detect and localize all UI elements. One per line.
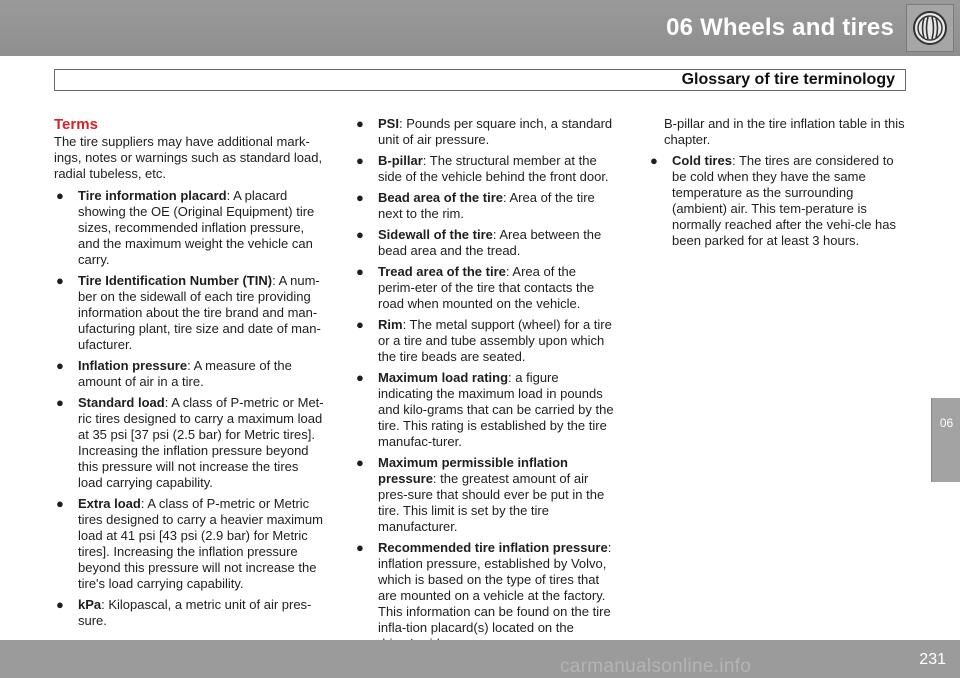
list-item: ● Tire Identification Number (TIN): A num-ber on the sidewall of each tire providing information about the tire brand and man-ufacturing plant, tire size and date of man-ufacturer. [56,273,321,352]
bullet-icon: ● [56,496,64,511]
bullet-icon: ● [56,188,64,203]
bullet-icon: ● [356,370,364,385]
list-item: ● B-pillar: The structural member at the side of the vehicle behind the front door. [356,153,609,184]
list-item: ● Tread area of the tire: Area of the perim-eter of the tire that contacts the road when mounted on the vehicle. [356,264,595,311]
terms-heading: Terms [54,116,98,133]
bullet-icon: ● [56,597,64,612]
chapter-title: 06 Wheels and tires [666,14,894,41]
section-title: Glossary of tire terminology [681,71,895,88]
side-tab-label: 06 [939,416,954,430]
list-item: ● Standard load: A class of P-metric or Met-ric tires designed to carry a maximum load at 35 psi [37 psi (2.5 bar) for Metric tires]. Increasing the inflation pressure beyond this pressure will not increase the tires load carrying capability. [56,395,324,490]
terms-list-col2 [354,116,616,652]
terms-list-col3 [648,153,910,249]
list-item: ● Inflation pressure: A measure of the amount of air in a tire. [56,358,292,389]
chapter-icon-badge [906,4,954,52]
list-item: ● Cold tires: The tires are considered to be cold when they have the same temperature as the surrounding (ambient) air. This tem-perature is normally reached after the vehi-cle has been parked for at least 3 hours. [650,153,897,248]
chapter-header [0,0,960,56]
continued-paragraph: B-pillar and in the tire inflation table in this chapter. [664,116,905,147]
chapter-side-tab [931,398,960,482]
section-header [54,69,906,91]
list-item: ● Bead area of the tire: Area of the tire next to the rim. [356,190,595,221]
bullet-icon: ● [56,395,64,410]
bullet-icon: ● [356,317,364,332]
page-footer [0,640,960,678]
list-item: ● kPa: Kilopascal, a metric unit of air pres-sure. [56,597,312,628]
list-item: ● Sidewall of the tire: Area between the bead area and the tread. [356,227,602,258]
column-1 [54,116,324,629]
bullet-icon: ● [356,116,364,131]
list-item: ● Maximum load rating: a figure indicating the maximum load in pounds and kilo-grams that can be carried by the tire. This rating is established by the tire manufac-turer. [356,370,614,449]
bullet-icon: ● [56,358,64,373]
bullet-icon: ● [356,153,364,168]
bullet-icon: ● [356,540,364,555]
bullet-icon: ● [356,227,364,242]
bullet-icon: ● [356,455,364,470]
bullet-icon: ● [650,153,658,168]
terms-list-col1 [54,188,324,629]
list-item: ● Recommended tire inflation pressure: inflation pressure, established by Volvo, which is based on the type of tires that are mounted on a vehicle at the factory. This information can be found on the tire infla-tion placard(s) located on the [356,540,612,635]
column-2 [354,116,616,652]
bullet-icon: ● [56,273,64,288]
bullet-icon: ● [356,190,364,205]
list-item: ● Maximum permissible inflation pressure: the greatest amount of air pres-sure that should ever be put in the tire. This limit is set by the tire manufacturer. [356,455,605,534]
list-item: ● Rim: The metal support (wheel) for a tire or a tire and tube assembly upon which the tire beads are seated. [356,317,612,364]
list-item: ● PSI: Pounds per square inch, a standard unit of air pressure. [356,116,613,147]
column-3 [648,116,910,249]
list-item: ● Tire information placard: A placard showing the OE (Original Equipment) tire sizes, recommended inflation pressure, and the maximum weight the vehicle can carry. [56,188,315,267]
intro-paragraph: The tire suppliers may have additional mark-ings, notes or warnings such as standard load, radial tubeless, etc. [54,134,323,181]
list-item: ● Extra load: A class of P-metric or Metric tires designed to carry a heavier maximum load at 41 psi [43 psi (2.9 bar) for Metric tires]. Increasing the inflation pressure beyond this pressure will not increase the tire's load carrying capability. [56,496,323,591]
tire-icon [912,10,948,46]
page-number: 231 [919,651,946,668]
bullet-icon: ● [356,264,364,279]
watermark-text: carmanualsonline.info [560,656,752,677]
